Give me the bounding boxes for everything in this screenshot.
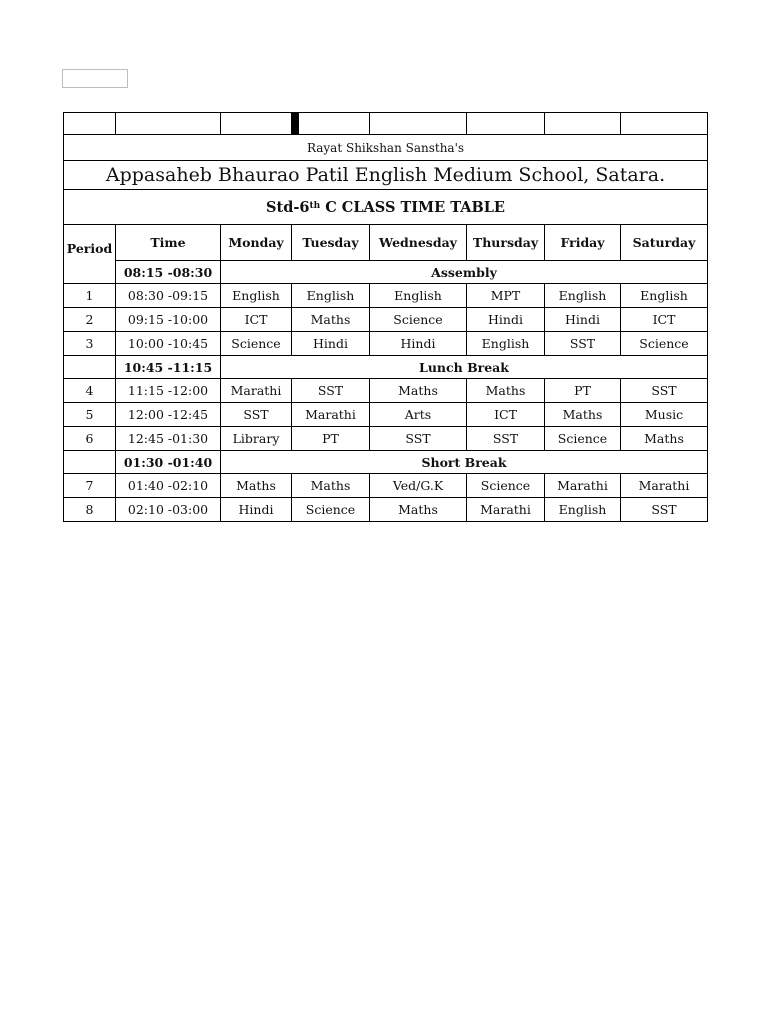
subject-cell-monday: Library: [221, 427, 292, 451]
period-time: 11:15 -12:00: [116, 379, 221, 403]
period-time: 12:45 -01:30: [116, 427, 221, 451]
period-column-header: Period: [64, 225, 116, 284]
subject-cell-saturday: Music: [621, 403, 708, 427]
period-number: 4: [64, 379, 116, 403]
subject-cell-tuesday: Maths: [292, 474, 370, 498]
school-name: Appasaheb Bhaurao Patil English Medium School, Satara.: [64, 161, 708, 190]
break-label: Short Break: [221, 451, 708, 474]
subject-cell-friday: Science: [545, 427, 621, 451]
empty-cell: [621, 113, 708, 135]
period-time: 02:10 -03:00: [116, 498, 221, 522]
day-header-saturday: Saturday: [621, 225, 708, 261]
subject-cell-saturday: Maths: [621, 427, 708, 451]
subject-cell-tuesday: Maths: [292, 308, 370, 332]
subject-cell-monday: ICT: [221, 308, 292, 332]
subject-cell-thursday: SST: [467, 427, 545, 451]
period-number: 7: [64, 474, 116, 498]
subject-cell-wednesday: Maths: [370, 379, 467, 403]
subject-cell-thursday: English: [467, 332, 545, 356]
break-row: [64, 261, 708, 284]
organization-name: Rayat Shikshan Sanstha's: [64, 135, 708, 161]
subject-cell-tuesday: Science: [292, 498, 370, 522]
day-header-friday: Friday: [545, 225, 621, 261]
period-number: 5: [64, 403, 116, 427]
subject-cell-saturday: English: [621, 284, 708, 308]
period-time: 12:00 -12:45: [116, 403, 221, 427]
subject-cell-wednesday: Hindi: [370, 332, 467, 356]
table-row: [64, 474, 708, 498]
period-time: 08:30 -09:15: [116, 284, 221, 308]
empty-cell: [545, 113, 621, 135]
subject-cell-saturday: Science: [621, 332, 708, 356]
subject-cell-tuesday: Marathi: [292, 403, 370, 427]
subject-cell-wednesday: English: [370, 284, 467, 308]
break-time: 08:15 -08:30: [116, 261, 221, 284]
title-suffix: C CLASS TIME TABLE: [320, 198, 505, 216]
subject-cell-tuesday: English: [292, 284, 370, 308]
subject-cell-saturday: SST: [621, 498, 708, 522]
cursor-bar: [292, 113, 299, 134]
table-row: [64, 498, 708, 522]
subject-cell-wednesday: SST: [370, 427, 467, 451]
title-prefix: Std-6: [266, 198, 310, 216]
subject-cell-thursday: MPT: [467, 284, 545, 308]
period-time: 10:00 -10:45: [116, 332, 221, 356]
subject-cell-friday: Maths: [545, 403, 621, 427]
day-header-tuesday: Tuesday: [292, 225, 370, 261]
subject-cell-thursday: Science: [467, 474, 545, 498]
subject-cell-monday: English: [221, 284, 292, 308]
period-number: 6: [64, 427, 116, 451]
period-number: 3: [64, 332, 116, 356]
subject-cell-saturday: SST: [621, 379, 708, 403]
break-row: [64, 356, 708, 379]
period-time: 01:40 -02:10: [116, 474, 221, 498]
subject-cell-thursday: Marathi: [467, 498, 545, 522]
day-header-monday: Monday: [221, 225, 292, 261]
period-number: 2: [64, 308, 116, 332]
subject-cell-tuesday: PT: [292, 427, 370, 451]
subject-cell-thursday: Hindi: [467, 308, 545, 332]
empty-cell: [221, 113, 292, 135]
break-label: Assembly: [221, 261, 708, 284]
day-header-thursday: Thursday: [467, 225, 545, 261]
subject-cell-monday: Hindi: [221, 498, 292, 522]
table-row: [64, 284, 708, 308]
empty-top-row: [64, 113, 708, 135]
period-number: 1: [64, 284, 116, 308]
empty-cell: [64, 113, 116, 135]
break-label: Lunch Break: [221, 356, 708, 379]
empty-period-cell: [64, 451, 116, 474]
title-superscript: th: [309, 200, 321, 211]
table-row: [64, 379, 708, 403]
subject-cell-wednesday: Science: [370, 308, 467, 332]
subject-cell-wednesday: Maths: [370, 498, 467, 522]
timetable: [63, 112, 708, 522]
subject-cell-monday: Marathi: [221, 379, 292, 403]
subject-cell-friday: Hindi: [545, 308, 621, 332]
subject-cell-saturday: ICT: [621, 308, 708, 332]
table-row: [64, 308, 708, 332]
table-row: [64, 427, 708, 451]
empty-period-cell: [64, 356, 116, 379]
subject-cell-friday: English: [545, 498, 621, 522]
header-row: [64, 225, 708, 261]
subject-cell-friday: SST: [545, 332, 621, 356]
subject-cell-wednesday: Arts: [370, 403, 467, 427]
subject-cell-monday: Science: [221, 332, 292, 356]
subject-cell-friday: Marathi: [545, 474, 621, 498]
subject-cell-saturday: Marathi: [621, 474, 708, 498]
subject-cell-monday: Maths: [221, 474, 292, 498]
subject-cell-friday: English: [545, 284, 621, 308]
subject-cell-tuesday: SST: [292, 379, 370, 403]
subject-cell-friday: PT: [545, 379, 621, 403]
empty-cell: [116, 113, 221, 135]
break-time: 01:30 -01:40: [116, 451, 221, 474]
empty-cell: [467, 113, 545, 135]
timetable-title: [64, 190, 708, 225]
subject-cell-monday: SST: [221, 403, 292, 427]
break-time: 10:45 -11:15: [116, 356, 221, 379]
break-row: [64, 451, 708, 474]
subject-cell-wednesday: Ved/G.K: [370, 474, 467, 498]
period-number: 8: [64, 498, 116, 522]
subject-cell-thursday: Maths: [467, 379, 545, 403]
time-column-header: Time: [116, 225, 221, 261]
table-row: [64, 332, 708, 356]
period-time: 09:15 -10:00: [116, 308, 221, 332]
subject-cell-tuesday: Hindi: [292, 332, 370, 356]
empty-text-box: [62, 69, 128, 88]
empty-cell: [370, 113, 467, 135]
table-row: [64, 403, 708, 427]
day-header-wednesday: Wednesday: [370, 225, 467, 261]
subject-cell-thursday: ICT: [467, 403, 545, 427]
empty-cell: [292, 113, 370, 135]
